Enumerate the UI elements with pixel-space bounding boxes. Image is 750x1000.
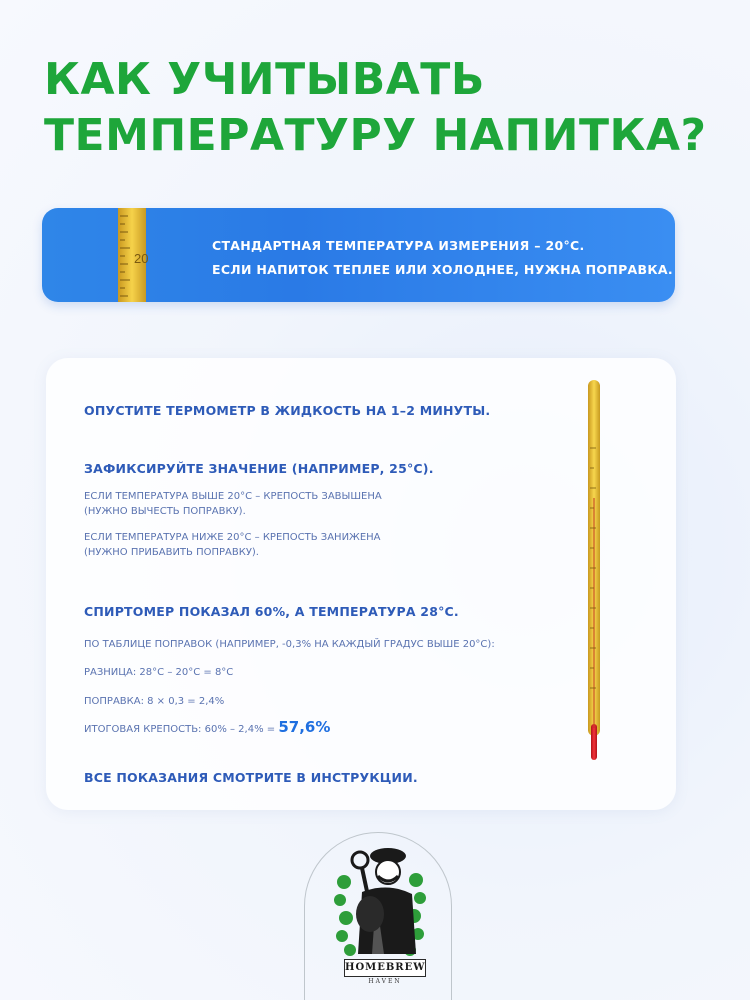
info-banner: [42, 208, 675, 302]
page-title: [44, 52, 724, 164]
brewer-illustration-icon: [332, 842, 428, 960]
step-1: ОПУСТИТЕ ТЕРМОМЕТР В ЖИДКОСТЬ НА 1–2 МИНУТЫ.: [84, 403, 491, 418]
banner-text: [212, 234, 673, 282]
example-result-prefix: ИТОГОВАЯ КРЕПОСТЬ: 60% – 2,4% =: [84, 724, 276, 735]
note-high-line-2: (НУЖНО ВЫЧЕСТЬ ПОПРАВКУ).: [84, 506, 246, 517]
instructions-card: [46, 358, 676, 810]
banner-line-1: СТАНДАРТНАЯ ТЕМПЕРАТУРА ИЗМЕРЕНИЯ – 20°С.: [212, 238, 585, 253]
note-low: [84, 530, 574, 560]
step-2: ЗАФИКСИРУЙТЕ ЗНАЧЕНИЕ (НАПРИМЕР, 25°С).: [84, 461, 434, 476]
footer-note: ВСЕ ПОКАЗАНИЯ СМОТРИТЕ В ИНСТРУКЦИИ.: [84, 770, 418, 785]
thermometer-icon: [582, 378, 606, 764]
note-high-line-1: ЕСЛИ ТЕМПЕРАТУРА ВЫШЕ 20°С – КРЕПОСТЬ ЗАВЫШЕНА: [84, 491, 382, 502]
banner-thermometer-mark: 20: [134, 251, 148, 266]
logo-name: HOMEBREW: [344, 959, 426, 977]
logo-sub: HAVEN: [368, 978, 402, 985]
example-title: СПИРТОМЕР ПОКАЗАЛ 60%, А ТЕМПЕРАТУРА 28°С.: [84, 604, 459, 619]
banner-line-2: ЕСЛИ НАПИТОК ТЕПЛЕЕ ИЛИ ХОЛОДНЕЕ, НУЖНА ПОПРАВКА.: [212, 262, 673, 277]
example-result-value: 57,6%: [278, 718, 331, 736]
page-title-line-2: ТЕМПЕРАТУРУ НАПИТКА?: [44, 110, 707, 161]
thermometer-icon: [116, 208, 148, 302]
brand-logo: [304, 832, 454, 1000]
example-result: [84, 720, 574, 737]
page-title-line-1: КАК УЧИТЫВАТЬ: [44, 54, 485, 105]
example-diff: РАЗНИЦА: 28°С – 20°С = 8°С: [84, 667, 234, 678]
note-low-line-1: ЕСЛИ ТЕМПЕРАТУРА НИЖЕ 20°С – КРЕПОСТЬ ЗАНИЖЕНА: [84, 532, 381, 543]
example-correction: ПОПРАВКА: 8 × 0,3 = 2,4%: [84, 696, 225, 707]
note-low-line-2: (НУЖНО ПРИБАВИТЬ ПОПРАВКУ).: [84, 547, 259, 558]
example-table: ПО ТАБЛИЦЕ ПОПРАВОК (НАПРИМЕР, -0,3% НА КАЖДЫЙ ГРАДУС ВЫШЕ 20°С):: [84, 639, 495, 650]
note-high: [84, 489, 574, 519]
